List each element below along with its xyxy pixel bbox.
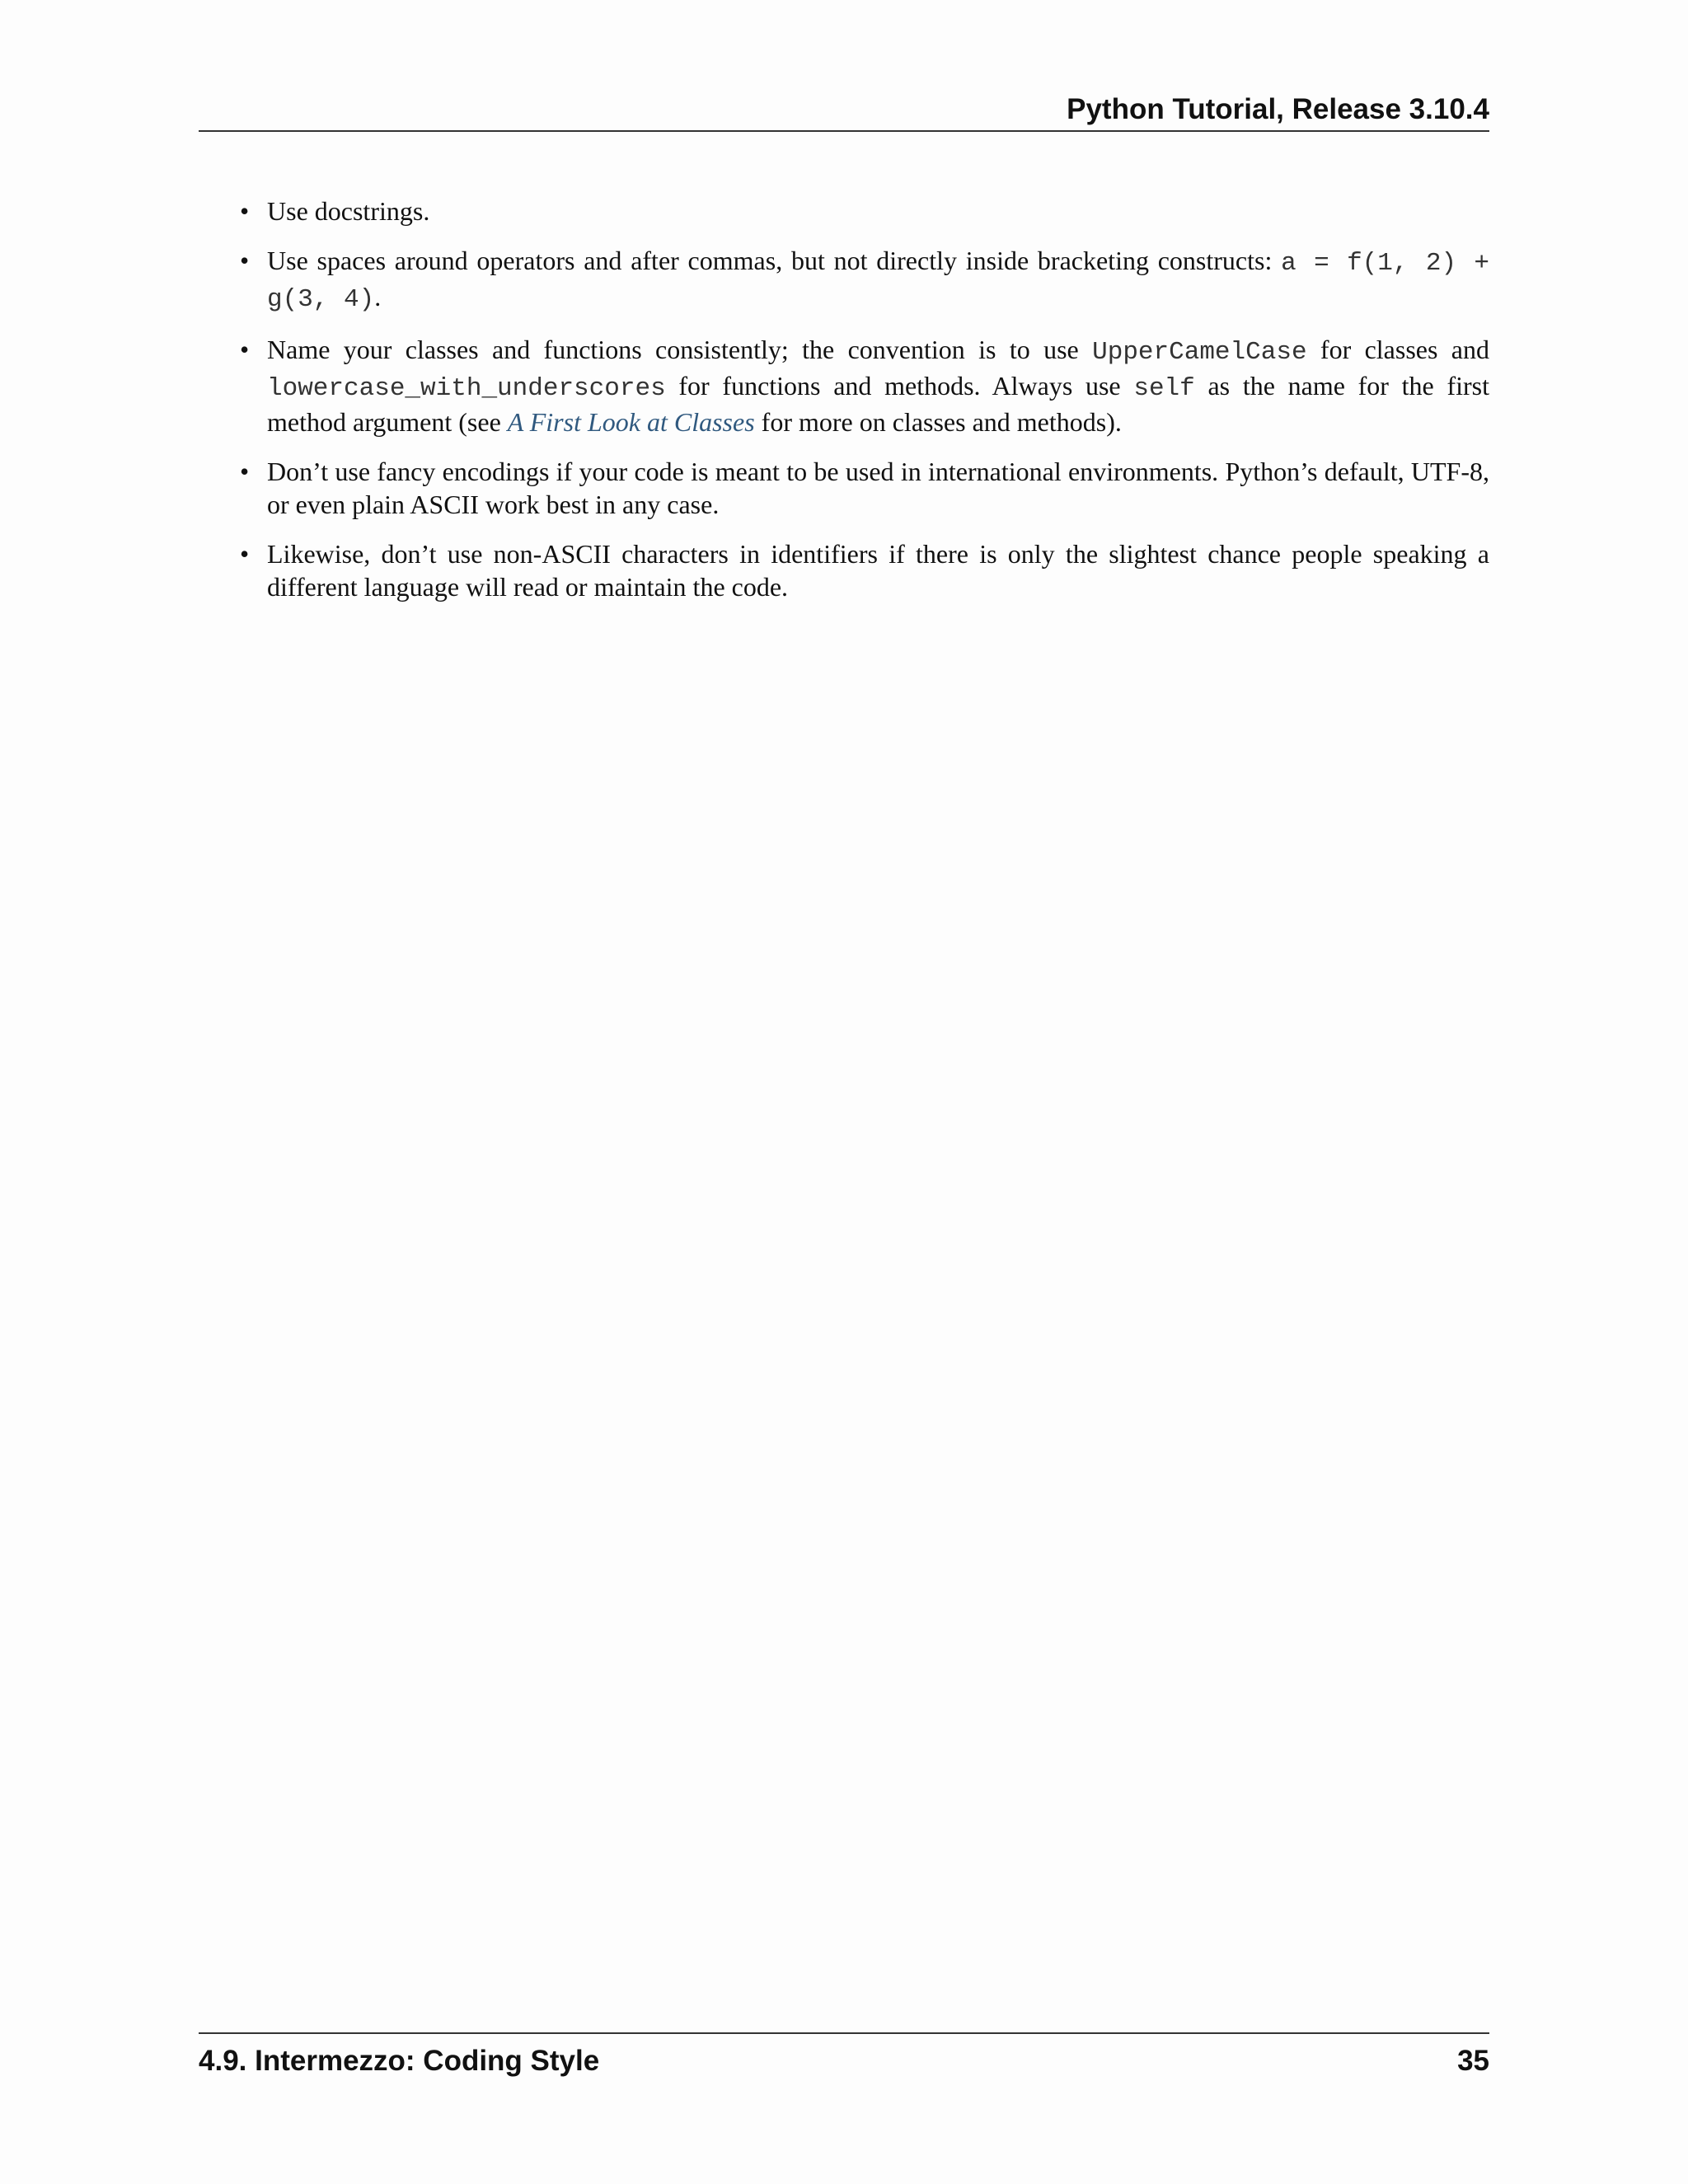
- bullet-icon: •: [240, 246, 250, 275]
- inline-code: self: [1133, 374, 1195, 403]
- list-item-text: as the name for the first method argument (see: [267, 371, 1490, 437]
- list-item-text: Don’t use fancy encodings if your code is meant to be used in international environments. Python’s default, UTF-8, or even plain ASCII work best in any case.: [267, 457, 1489, 519]
- list-item-text: Use spaces around operators and after commas, but not directly inside bracketing constructs:: [267, 246, 1282, 275]
- classes-tutorial-link[interactable]: A First Look at Classes: [507, 407, 755, 437]
- list-item-text: for classes and: [1306, 335, 1490, 364]
- list-item: [199, 333, 1489, 438]
- list-item: [199, 455, 1489, 521]
- list-item-text: for more on classes and methods).: [754, 407, 1122, 437]
- list-item-text: Name your classes and functions consistently; the convention is to use: [267, 335, 1093, 364]
- style-guidelines-list: [199, 194, 1489, 603]
- list-item-text: Use docstrings.: [267, 196, 430, 226]
- bullet-icon: •: [240, 335, 250, 364]
- list-item: [199, 244, 1489, 316]
- running-footer: [199, 2032, 1489, 2079]
- inline-code: UpperCamelCase: [1092, 338, 1307, 367]
- list-item-text: .: [374, 282, 382, 312]
- list-item: [199, 537, 1489, 603]
- document-title: Python Tutorial, Release 3.10.4: [1067, 93, 1489, 125]
- page-content: [199, 194, 1489, 620]
- list-item-text: for functions and methods. Always use: [665, 371, 1134, 401]
- list-item-text: Likewise, don’t use non-ASCII characters in identifiers if there is only the slightest chance people speaking a different language will read or maintain the code.: [267, 539, 1489, 602]
- bullet-icon: •: [240, 457, 250, 486]
- inline-code: lowercase_with_underscores: [267, 374, 666, 403]
- list-item: [199, 194, 1489, 227]
- inline-code: a = f(1, 2) + g(3, 4): [267, 249, 1490, 314]
- running-header: [199, 92, 1489, 132]
- bullet-icon: •: [240, 539, 250, 569]
- bullet-icon: •: [240, 196, 250, 226]
- page-number: 35: [1457, 2045, 1489, 2077]
- section-title: 4.9. Intermezzo: Coding Style: [199, 2045, 600, 2077]
